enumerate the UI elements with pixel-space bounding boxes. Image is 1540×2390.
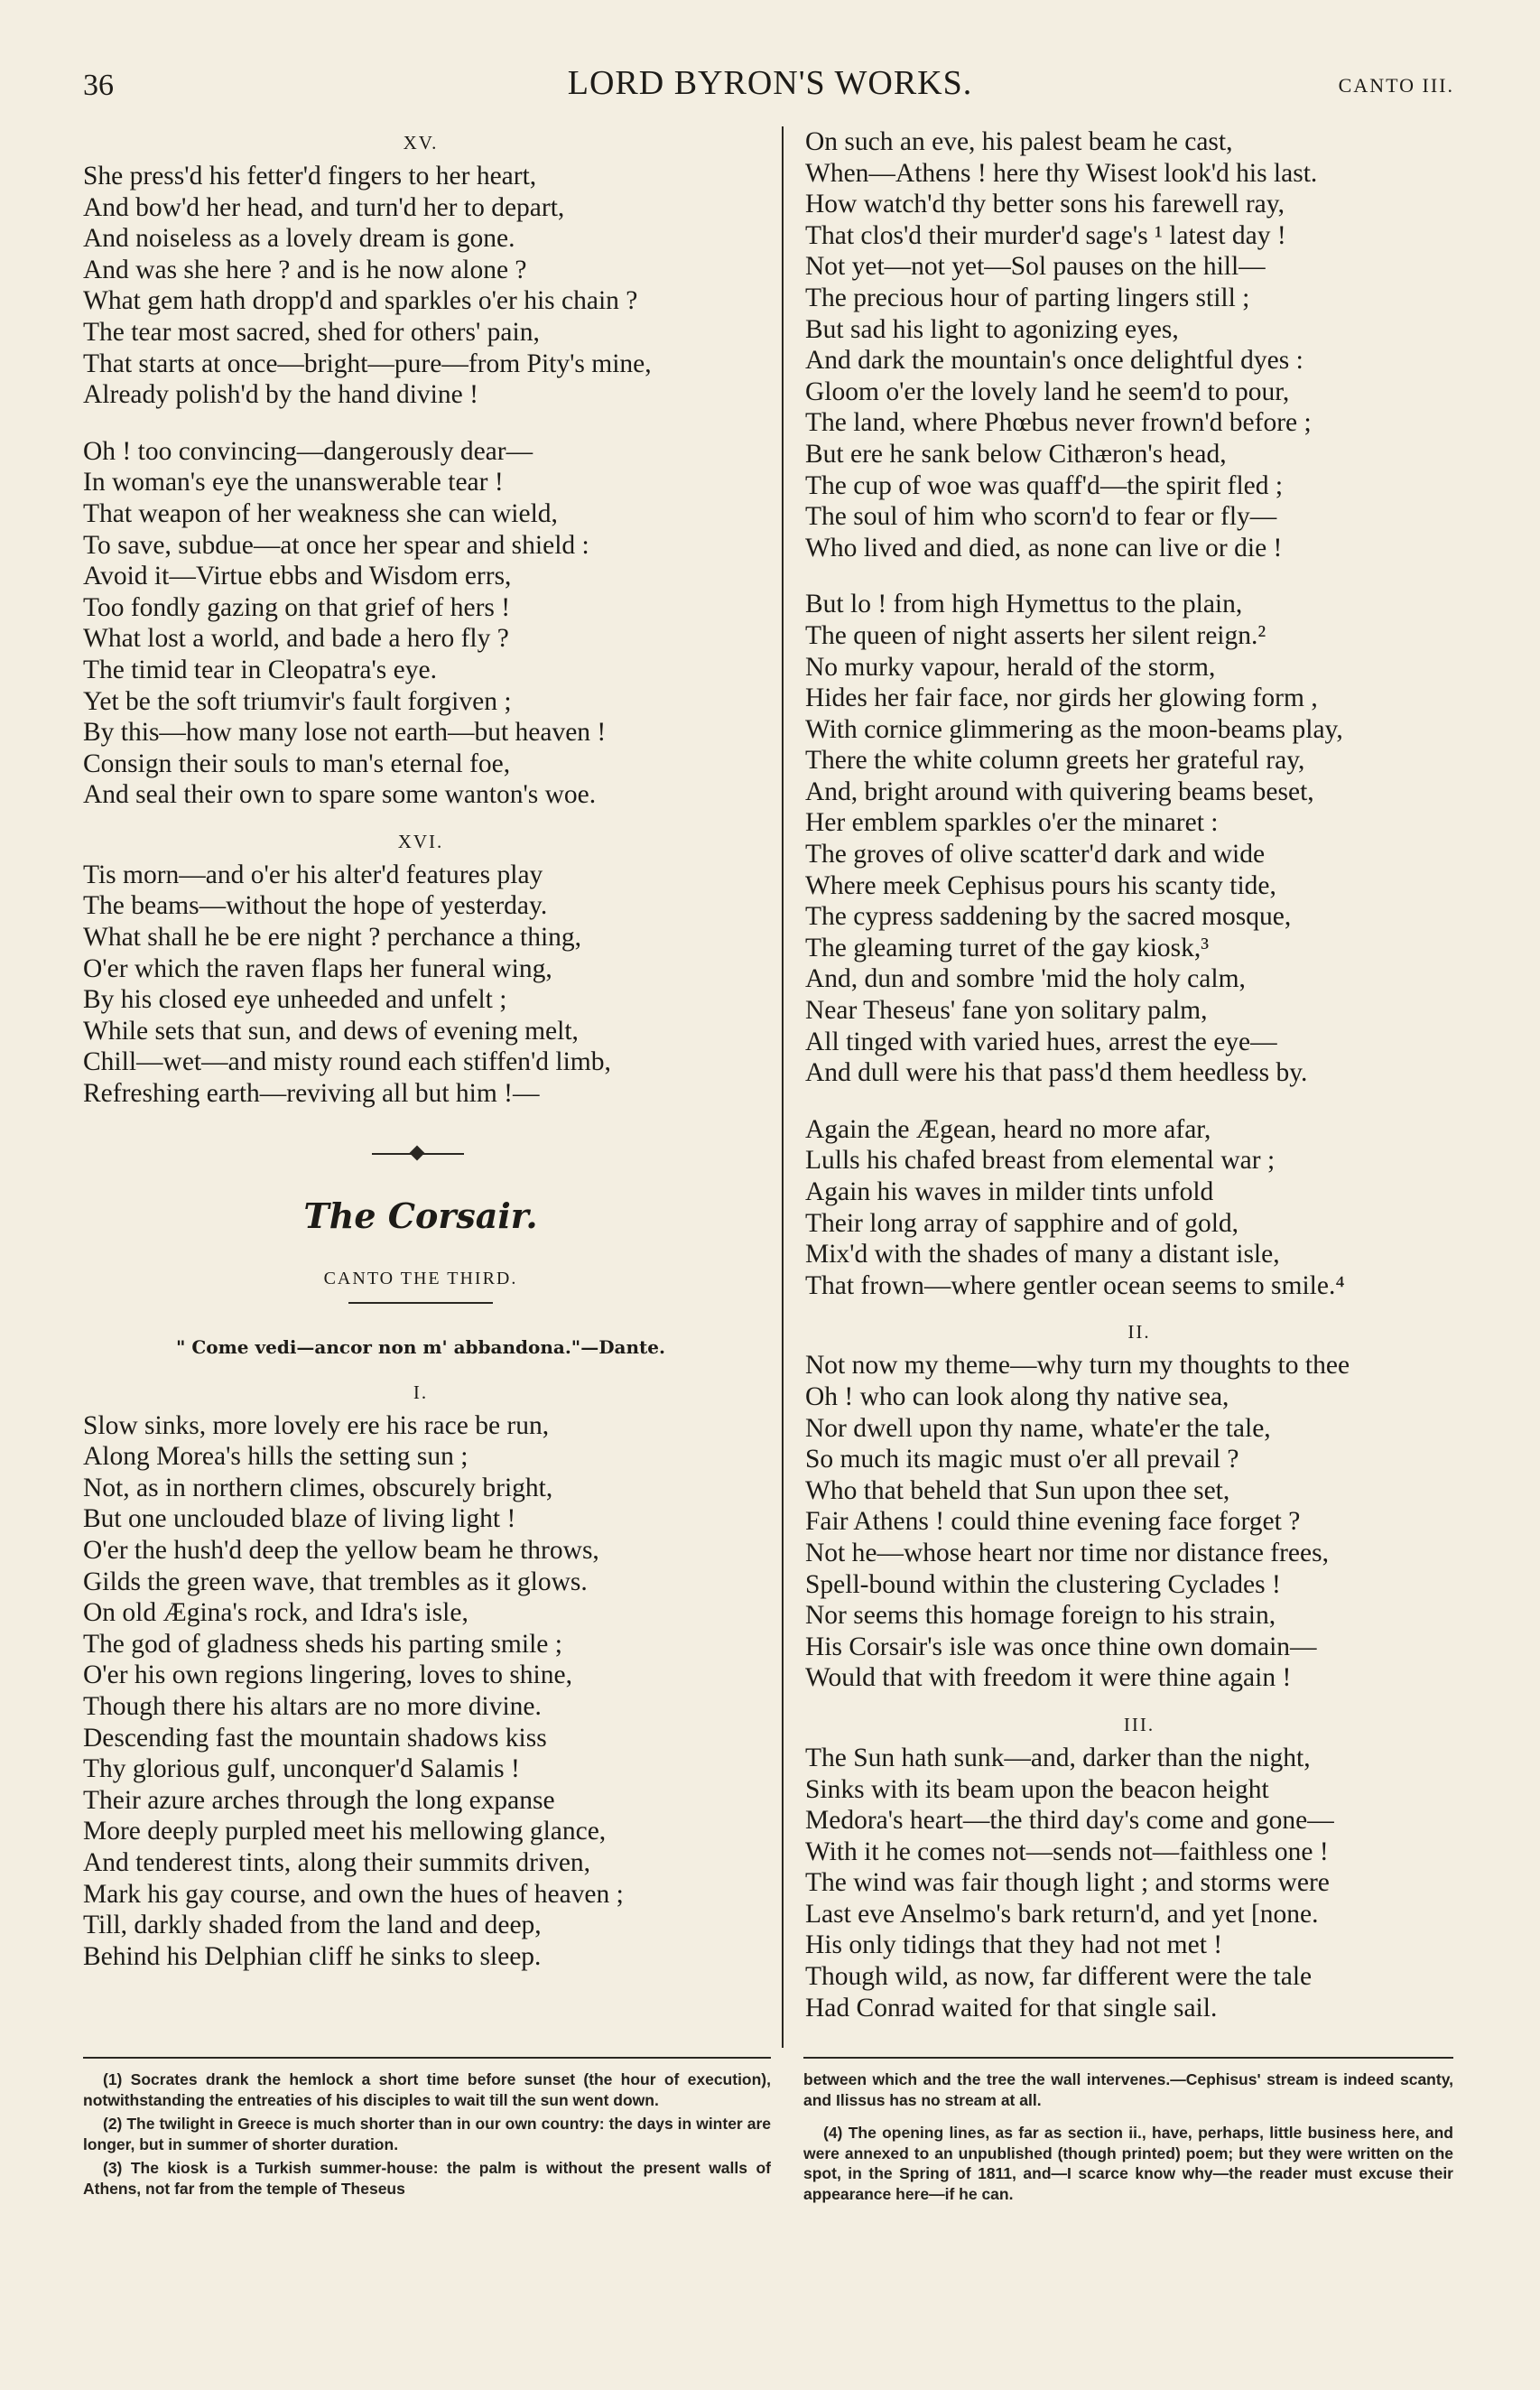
stanza <box>805 126 1473 563</box>
verse-line: Their long array of sapphire and of gold, <box>805 1208 1239 1238</box>
verse-line: How watch'd thy better sons his farewell ray, <box>805 190 1285 219</box>
verse-line: Avoid it—Virtue ebbs and Wisdom errs, <box>83 562 512 591</box>
verse-line: Already polish'd by the hand divine ! <box>83 380 478 410</box>
stanza <box>83 1410 758 1973</box>
footnote-rule <box>83 2057 771 2059</box>
verse-line: That weapon of her weakness she can wield, <box>83 498 558 528</box>
verse-line: On old Ægina's rock, and Idra's isle, <box>83 1598 468 1628</box>
verse-line: To save, subdue—at once her spear and shield : <box>83 530 589 560</box>
footnotes-right <box>803 2069 1453 2208</box>
verse-line: In woman's eye the unanswerable tear ! <box>83 468 504 498</box>
verse-line: Their azure arches through the long expanse <box>83 1785 555 1815</box>
verse-line: Hides her fair face, nor girds her glowing form , <box>805 684 1318 713</box>
verse-line: That clos'd their murder'd sage's ¹ latest day ! <box>805 220 1286 250</box>
verse-line: The queen of night asserts her silent reign.² <box>805 620 1266 650</box>
verse-line: The cypress saddening by the sacred mosque, <box>805 902 1292 932</box>
verse-line: On such an eve, his palest beam he cast, <box>805 127 1233 156</box>
verse-line: Near Theseus' fane yon solitary palm, <box>805 996 1208 1026</box>
verse-line: There the white column greets her grateful ray, <box>805 746 1305 776</box>
footnote-rule <box>803 2057 1453 2059</box>
verse-line: Had Conrad waited for that single sail. <box>805 1993 1218 2023</box>
verse-line: By his closed eye unheeded and unfelt ; <box>83 985 507 1015</box>
stanza <box>805 589 1473 1089</box>
verse-line: What gem hath dropp'd and sparkles o'er his chain ? <box>83 286 638 316</box>
verse-line: By this—how many lose not earth—but heaven ! <box>83 718 607 748</box>
verse-line: Nor seems this homage foreign to his strain, <box>805 1601 1276 1631</box>
canto-heading: CANTO THE THIRD. <box>323 1268 518 1288</box>
verse-line: Refreshing earth—reviving all but him !— <box>83 1079 540 1109</box>
stanza <box>83 860 758 1110</box>
verse-line: The wind was fair though light ; and storms were <box>805 1868 1330 1898</box>
verse-line: Last eve Anselmo's bark return'd, and yet [none. <box>805 1899 1319 1929</box>
verse-line: Oh ! too convincing—dangerously dear— <box>83 436 533 466</box>
section-heading: II. <box>1127 1321 1151 1344</box>
verse-line: O'er his own regions lingering, loves to shine, <box>83 1660 572 1690</box>
verse-line: Mix'd with the shades of many a distant isle, <box>805 1240 1280 1269</box>
verse-line: Again his waves in milder tints unfold <box>805 1177 1214 1206</box>
verse-line: Till, darkly shaded from the land and deep, <box>83 1911 542 1940</box>
footnote: (4) The opening lines, as far as section ii., have, perhaps, little business here, and were annexed to an unpublished (though printed) poem; but they were written on the spot, in the Spring of 1811, and—I scarce know why—the reader must excuse their appearance here—if he can. <box>803 2124 1453 2203</box>
verse-line: With it he comes not—sends not—faithless one ! <box>805 1837 1329 1866</box>
epigraph: " Come vedi—ancor non m' abbandona."—Dante. <box>176 1335 665 1358</box>
verse-line: The gleaming turret of the gay kiosk,³ <box>805 933 1210 963</box>
verse-line: The god of gladness sheds his parting smile ; <box>83 1629 562 1659</box>
verse-line: Not he—whose heart nor time nor distance frees, <box>805 1538 1329 1567</box>
verse-line: When—Athens ! here thy Wisest look'd his last. <box>805 158 1318 188</box>
verse-line: Not yet—not yet—Sol pauses on the hill— <box>805 252 1266 282</box>
verse-line: The Sun hath sunk—and, darker than the night, <box>805 1743 1311 1772</box>
verse-line: O'er which the raven flaps her funeral wing, <box>83 953 552 983</box>
section-heading: I. <box>413 1381 429 1403</box>
verse-line: Gloom o'er the lovely land he seem'd to pour, <box>805 377 1290 406</box>
verse-line: Too fondly gazing on that grief of hers ! <box>83 592 511 622</box>
left-column <box>83 126 758 1972</box>
verse-line: Oh ! who can look along thy native sea, <box>805 1381 1229 1411</box>
page-number: 36 <box>83 69 114 102</box>
verse-line: And dull were his that pass'd them heedless by. <box>805 1058 1308 1088</box>
section-heading: III. <box>1123 1713 1155 1735</box>
verse-line: And tenderest tints, along their summits driven, <box>83 1847 591 1877</box>
verse-line: Medora's heart—the third day's come and gone— <box>805 1806 1334 1836</box>
verse-line: Where meek Cephisus pours his scanty tide, <box>805 870 1276 900</box>
verse-line: But one unclouded blaze of living light ! <box>83 1504 516 1534</box>
verse-line: Chill—wet—and misty round each stiffen'd limb, <box>83 1047 611 1077</box>
verse-line: The tear most sacred, shed for others' pain, <box>83 317 540 347</box>
poem-title: The Corsair. <box>303 1195 538 1236</box>
verse-line: The timid tear in Cleopatra's eye. <box>83 655 437 684</box>
verse-line: Would that with freedom it were thine again ! <box>805 1663 1292 1693</box>
verse-line: The beams—without the hope of yesterday. <box>83 891 548 921</box>
verse-line: Consign their souls to man's eternal foe, <box>83 749 511 778</box>
footnote: (2) The twilight in Greece is much shorter than in our own country: the days in winter are longer, but in summer of shorter duration. <box>83 2115 771 2153</box>
verse-line: What lost a world, and bade a hero fly ? <box>83 624 509 654</box>
verse-line: All tinged with varied hues, arrest the eye— <box>805 1027 1277 1056</box>
verse-line: What shall he be ere night ? perchance a thing, <box>83 923 582 953</box>
verse-line: Lulls his chafed breast from elemental war ; <box>805 1146 1276 1176</box>
verse-line: Behind his Delphian cliff he sinks to sleep. <box>83 1941 542 1971</box>
verse-line: The land, where Phœbus never frown'd before ; <box>805 408 1312 438</box>
ornament-divider <box>83 1140 758 1167</box>
verse-line: The soul of him who scorn'd to fear or fly— <box>805 502 1277 532</box>
verse-line: Fair Athens ! could thine evening face forget ? <box>805 1507 1301 1537</box>
verse-line: Though there his altars are no more divine. <box>83 1691 542 1721</box>
verse-line: Tis morn—and o'er his alter'd features play <box>83 860 543 889</box>
verse-line: No murky vapour, herald of the storm, <box>805 652 1216 682</box>
footnote: (3) The kiosk is a Turkish summer-house: the palm is without the present walls of Athens, not far from the temple of Theseus <box>83 2159 771 2198</box>
section-heading: XV. <box>403 132 439 153</box>
verse-line: She press'd his fetter'd fingers to her heart, <box>83 162 537 191</box>
verse-line: O'er the hush'd deep the yellow beam he throws, <box>83 1536 599 1565</box>
verse-line: But sad his light to agonizing eyes, <box>805 314 1179 344</box>
column-divider <box>782 126 784 2048</box>
verse-line: But lo ! from high Hymettus to the plain, <box>805 590 1243 619</box>
stanza <box>83 161 758 411</box>
verse-line: While sets that sun, and dews of evening melt, <box>83 1016 579 1046</box>
running-title: LORD BYRON'S WORKS. <box>567 64 973 102</box>
verse-line: Who lived and died, as none can live or die ! <box>805 533 1283 563</box>
running-header <box>0 63 1540 108</box>
verse-line: Nor dwell upon thy name, whate'er the tale, <box>805 1413 1271 1443</box>
verse-line: Slow sinks, more lovely ere his race be run, <box>83 1410 550 1440</box>
footnote-continuation: between which and the tree the wall intervenes.—Cephisus' stream is indeed scanty, and Ilissus has no stream at all. <box>803 2070 1453 2109</box>
verse-line: With cornice glimmering as the moon-beams play, <box>805 714 1343 744</box>
verse-line: Mark his gay course, and own the hues of heaven ; <box>83 1879 624 1909</box>
section-heading: XVI. <box>397 830 444 852</box>
verse-line: But ere he sank below Cithæron's head, <box>805 439 1227 469</box>
verse-line: The precious hour of parting lingers still ; <box>805 283 1250 312</box>
stanza <box>805 1114 1473 1302</box>
verse-line: And, bright around with quivering beams beset, <box>805 777 1314 806</box>
verse-line: So much its magic must o'er all prevail ? <box>805 1445 1239 1474</box>
right-column <box>805 126 1473 2023</box>
verse-line: Sinks with its beam upon the beacon height <box>805 1774 1269 1804</box>
verse-line: That starts at once—bright—pure—from Pity's mine, <box>83 349 652 378</box>
verse-line: The cup of woe was quaff'd—the spirit fled ; <box>805 470 1284 500</box>
verse-line: More deeply purpled meet his mellowing glance, <box>83 1817 607 1846</box>
verse-line: Not now my theme—why turn my thoughts to thee <box>805 1351 1350 1381</box>
verse-line: Who that beheld that Sun upon thee set, <box>805 1475 1230 1505</box>
verse-line: The groves of olive scatter'd dark and wide <box>805 840 1266 870</box>
footnote: (1) Socrates drank the hemlock a short time before sunset (the hour of execution), notwithstanding the entreaties of his disciples to wait till the sun went down. <box>83 2070 771 2109</box>
verse-line: And, dun and sombre 'mid the holy calm, <box>805 964 1246 994</box>
verse-line: Descending fast the mountain shadows kiss <box>83 1723 547 1753</box>
short-rule <box>348 1302 493 1304</box>
verse-line: Gilds the green wave, that trembles as it glows. <box>83 1567 588 1596</box>
verse-line: And dark the mountain's once delightful dyes : <box>805 346 1303 376</box>
verse-line: And was she here ? and is he now alone ? <box>83 255 527 284</box>
verse-line: Thy glorious gulf, unconquer'd Salamis ! <box>83 1754 520 1784</box>
verse-line: And seal their own to spare some wanton's woe. <box>83 780 597 810</box>
stanza <box>805 1743 1473 2023</box>
verse-line: Her emblem sparkles o'er the minaret : <box>805 808 1219 838</box>
verse-line: Along Morea's hills the setting sun ; <box>83 1442 468 1472</box>
verse-line: That frown—where gentler ocean seems to smile.⁴ <box>805 1270 1345 1300</box>
verse-line: Again the Ægean, heard no more afar, <box>805 1114 1211 1144</box>
stanza <box>805 1350 1473 1694</box>
canto-indicator: CANTO III. <box>1338 74 1454 97</box>
verse-line: And noiseless as a lovely dream is gone. <box>83 224 515 254</box>
verse-line: His only tidings that they had not met ! <box>805 1930 1223 1960</box>
verse-line: Yet be the soft triumvir's fault forgiven ; <box>83 686 512 716</box>
verse-line: Spell-bound within the clustering Cyclades ! <box>805 1569 1281 1599</box>
footnotes-left <box>83 2069 771 2202</box>
verse-line: His Corsair's isle was once thine own domain— <box>805 1632 1317 1661</box>
verse-line: Though wild, as now, far different were the tale <box>805 1962 1313 1992</box>
verse-line: Not, as in northern climes, obscurely bright, <box>83 1473 553 1502</box>
stanza <box>83 436 758 811</box>
verse-line: And bow'd her head, and turn'd her to depart, <box>83 192 565 222</box>
